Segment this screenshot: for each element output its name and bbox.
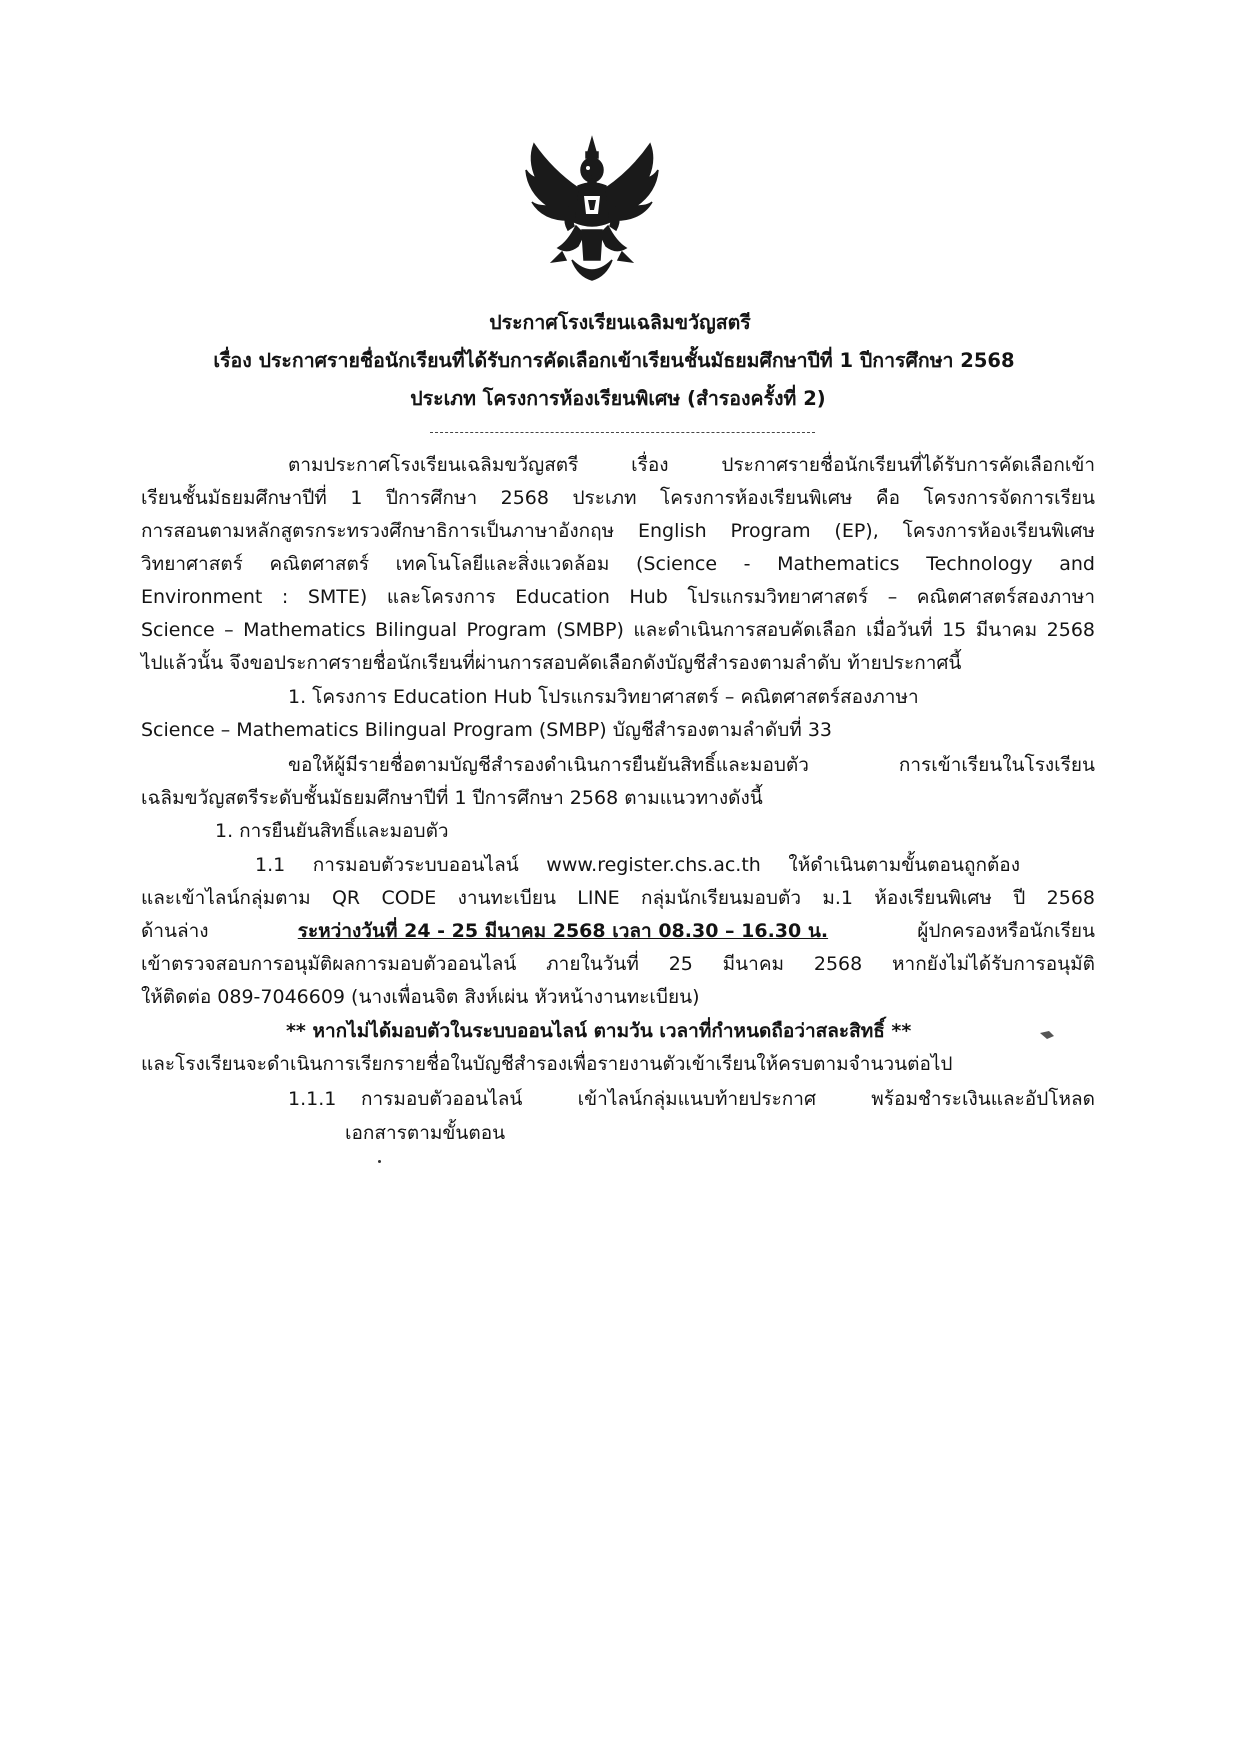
registration-date-range: ระหว่างวันที่ 24 - 25 มีนาคม 2568 เวลา 08.30 – 16.30 น. bbox=[297, 920, 829, 942]
forfeit-warning: ** หากไม่ได้มอบตัวในระบบออนไลน์ ตามวัน เวลาที่กำหนดถือว่าสละสิทธิ์ ** bbox=[286, 1020, 912, 1042]
item1-line2: Science – Mathematics Bilingual Program (SMBP) บัญชีสำรองตามลำดับที่ 33 bbox=[141, 719, 832, 741]
sub11-line1: การมอบตัวออนไลน์ เข้าไลน์กลุ่มแนบท้ายประกาศ พร้อมชำระเงินและอัปโหลด bbox=[361, 1088, 1095, 1110]
intro-line: Science – Mathematics Bilingual Program (SMBP) และดำเนินการสอบคัดเลือก เมื่อวันที่ 15 มีนาคม 2568 bbox=[141, 619, 1095, 641]
section1-sub1-line1: 1.1 การมอบตัวระบบออนไลน์ www.register.chs.ac.th ให้ดำเนินตามขั้นตอนถูกต้อง bbox=[255, 854, 1020, 876]
section1-sub1-line2: และเข้าไลน์กลุ่มตาม QR CODE งานทะเบียน LINE กลุ่มนักเรียนมอบตัว ม.1 ห้องเรียนพิเศษ ปี 2568 bbox=[141, 887, 1095, 909]
after-warning-line: และโรงเรียนจะดำเนินการเรียกรายชื่อในบัญชีสำรองเพื่อรายงานตัวเข้าเรียนให้ครบตามจำนวนต่อไป bbox=[141, 1053, 953, 1075]
sub11-line2: เอกสารตามขั้นตอน bbox=[345, 1122, 506, 1144]
section1-sub1-line4: เข้าตรวจสอบการอนุมัติผลการมอบตัวออนไลน์ ภายในวันที่ 25 มีนาคม 2568 หากยังไม่ได้รับการอนุมัติ bbox=[141, 953, 1095, 975]
intro-line: Environment : SMTE) และโครงการ Education Hub โปรแกรมวิทยาศาสตร์ – คณิตศาสตร์สองภาษา bbox=[141, 586, 1095, 608]
sub11-number: 1.1.1 bbox=[288, 1088, 337, 1110]
announcement-type: ประเภท โครงการห้องเรียนพิเศษ (สำรองครั้งที่ 2) bbox=[410, 387, 826, 410]
intro-line: ตามประกาศโรงเรียนเฉลิมขวัญสตรี เรื่อง ประกาศรายชื่อนักเรียนที่ได้รับการคัดเลือกเข้า bbox=[288, 454, 1095, 476]
stray-dot bbox=[378, 1160, 381, 1163]
item1-line1: 1. โครงการ Education Hub โปรแกรมวิทยาศาสตร์ – คณิตศาสตร์สองภาษา bbox=[288, 686, 919, 708]
intro-line: ไปแล้วนั้น จึงขอประกาศรายชื่อนักเรียนที่ผ่านการสอบคัดเลือกดังบัญชีสำรองตามลำดับ ท้ายประกาศนี้ bbox=[141, 652, 962, 674]
instruction-line1: ขอให้ผู้มีรายชื่อตามบัญชีสำรองดำเนินการยืนยันสิทธิ์และมอบตัว การเข้าเรียนในโรงเรียน bbox=[288, 754, 1095, 776]
line3-suffix: ผู้ปกครองหรือนักเรียน bbox=[917, 920, 1095, 942]
announcement-title: ประกาศโรงเรียนเฉลิมขวัญสตรี bbox=[489, 311, 751, 334]
section1-heading: 1. การยืนยันสิทธิ์และมอบตัว bbox=[215, 820, 449, 842]
section1-sub1-line5: ให้ติดต่อ 089-7046609 (นางเพื่อนจิต สิงห์เผ่น หัวหน้างานทะเบียน) bbox=[141, 986, 700, 1008]
instruction-line2: เฉลิมขวัญสตรีระดับชั้นมัธยมศึกษาปีที่ 1 ปีการศึกษา 2568 ตามแนวทางดังนี้ bbox=[141, 787, 763, 809]
intro-line: วิทยาศาสตร์ คณิตศาสตร์ เทคโนโลยีและสิ่งแวดล้อม (Science - Mathematics Technology and bbox=[141, 553, 1095, 575]
title-divider bbox=[430, 432, 815, 433]
line3-prefix: ด้านล่าง bbox=[141, 920, 209, 942]
garuda-emblem-icon bbox=[522, 130, 662, 290]
section1-sub1-line3 bbox=[141, 918, 1095, 944]
pen-mark-icon bbox=[1040, 1030, 1054, 1040]
intro-line: การสอนตามหลักสูตรกระทรวงศึกษาธิการเป็นภาษาอังกฤษ English Program (EP), โครงการห้องเรียนพิเศษ bbox=[141, 520, 1095, 542]
announcement-subject: เรื่อง ประกาศรายชื่อนักเรียนที่ได้รับการคัดเลือกเข้าเรียนชั้นมัธยมศึกษาปีที่ 1 ปีการศึกษา 2568 bbox=[213, 349, 1015, 372]
intro-line: เรียนชั้นมัธยมศึกษาปีที่ 1 ปีการศึกษา 2568 ประเภท โครงการห้องเรียนพิเศษ คือ โครงการจัดการเรียน bbox=[141, 487, 1095, 509]
